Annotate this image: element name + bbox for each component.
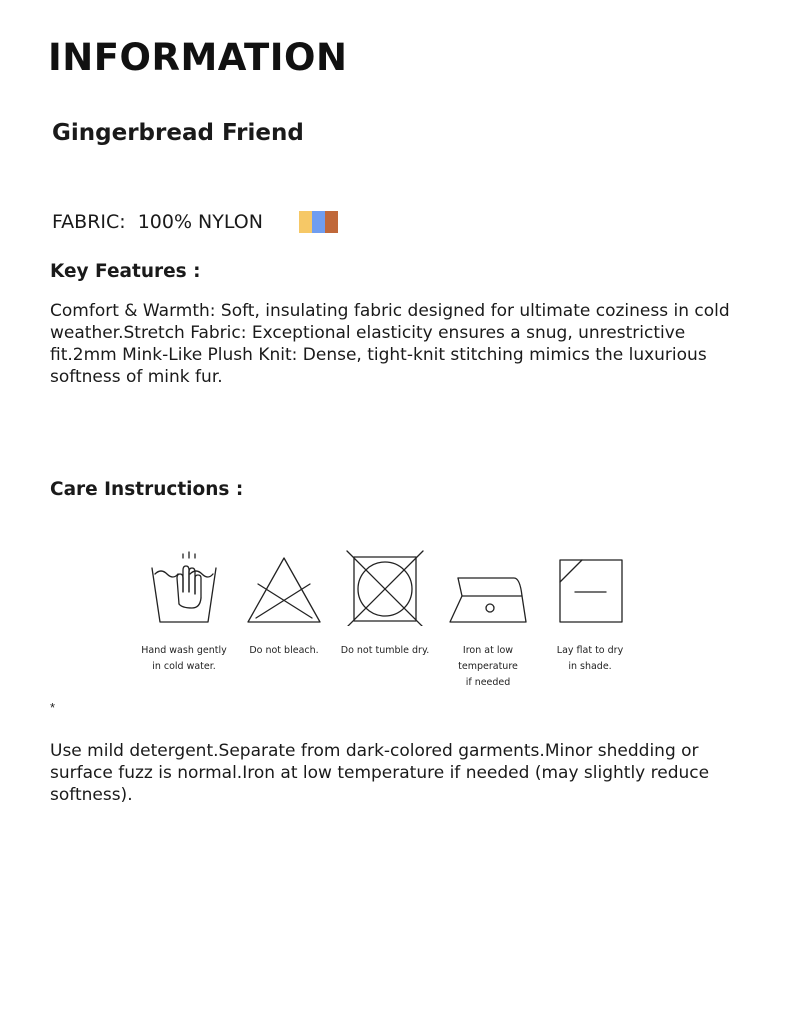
- care-item-no-tumble-dry: [330, 548, 440, 659]
- color-swatches: [299, 211, 338, 233]
- key-features-text: Comfort & Warmth: Soft, insulating fabric designed for ultimate coziness in cold weather.Stretch Fabric: Exceptional elasticity ensures a snug, unrestrictive fit.2mm Mink-Like Plush Knit: Dense, tight-knit stitching mimics the luxurious softness of mink fur.: [50, 301, 730, 387]
- care-instructions-heading: Care Instructions :: [50, 479, 244, 500]
- do-not-bleach-icon: [242, 548, 326, 626]
- care-item-iron-low: [433, 548, 543, 691]
- color-swatch-yellow: [299, 211, 312, 233]
- care-item-hand-wash: [129, 548, 239, 675]
- care-caption-lay-flat: Lay flat to dry in shade.: [556, 645, 624, 672]
- footnote-marker: *: [50, 700, 56, 715]
- page-title: INFORMATION: [48, 36, 348, 79]
- care-caption-no-tumble-dry: Do not tumble dry.: [340, 645, 430, 656]
- care-item-lay-flat: [535, 548, 645, 675]
- iron-low-icon: [446, 548, 530, 626]
- care-instructions-text: Use mild detergent.Separate from dark-colored garments.Minor shedding or surface fuzz is normal.Iron at low temperature if needed (may slightly reduce softness).: [50, 741, 710, 805]
- color-swatch-brown: [325, 211, 338, 233]
- care-caption-no-bleach: Do not bleach.: [249, 645, 319, 656]
- product-name: Gingerbread Friend: [52, 120, 304, 146]
- do-not-tumble-dry-icon: [343, 548, 427, 626]
- hand-wash-icon: [142, 548, 226, 626]
- care-icons-row: [0, 548, 800, 698]
- fabric-label: FABRIC:: [52, 211, 126, 233]
- key-features-heading: Key Features :: [50, 261, 201, 282]
- care-caption-iron-low: Iron at low temperature if needed: [458, 645, 518, 688]
- care-item-no-bleach: [229, 548, 339, 659]
- care-caption-hand-wash: Hand wash gently in cold water.: [141, 645, 227, 672]
- color-swatch-blue: [312, 211, 325, 233]
- lay-flat-dry-shade-icon: [548, 548, 632, 626]
- fabric-value: 100% NYLON: [137, 211, 263, 233]
- fabric-row: [52, 208, 338, 236]
